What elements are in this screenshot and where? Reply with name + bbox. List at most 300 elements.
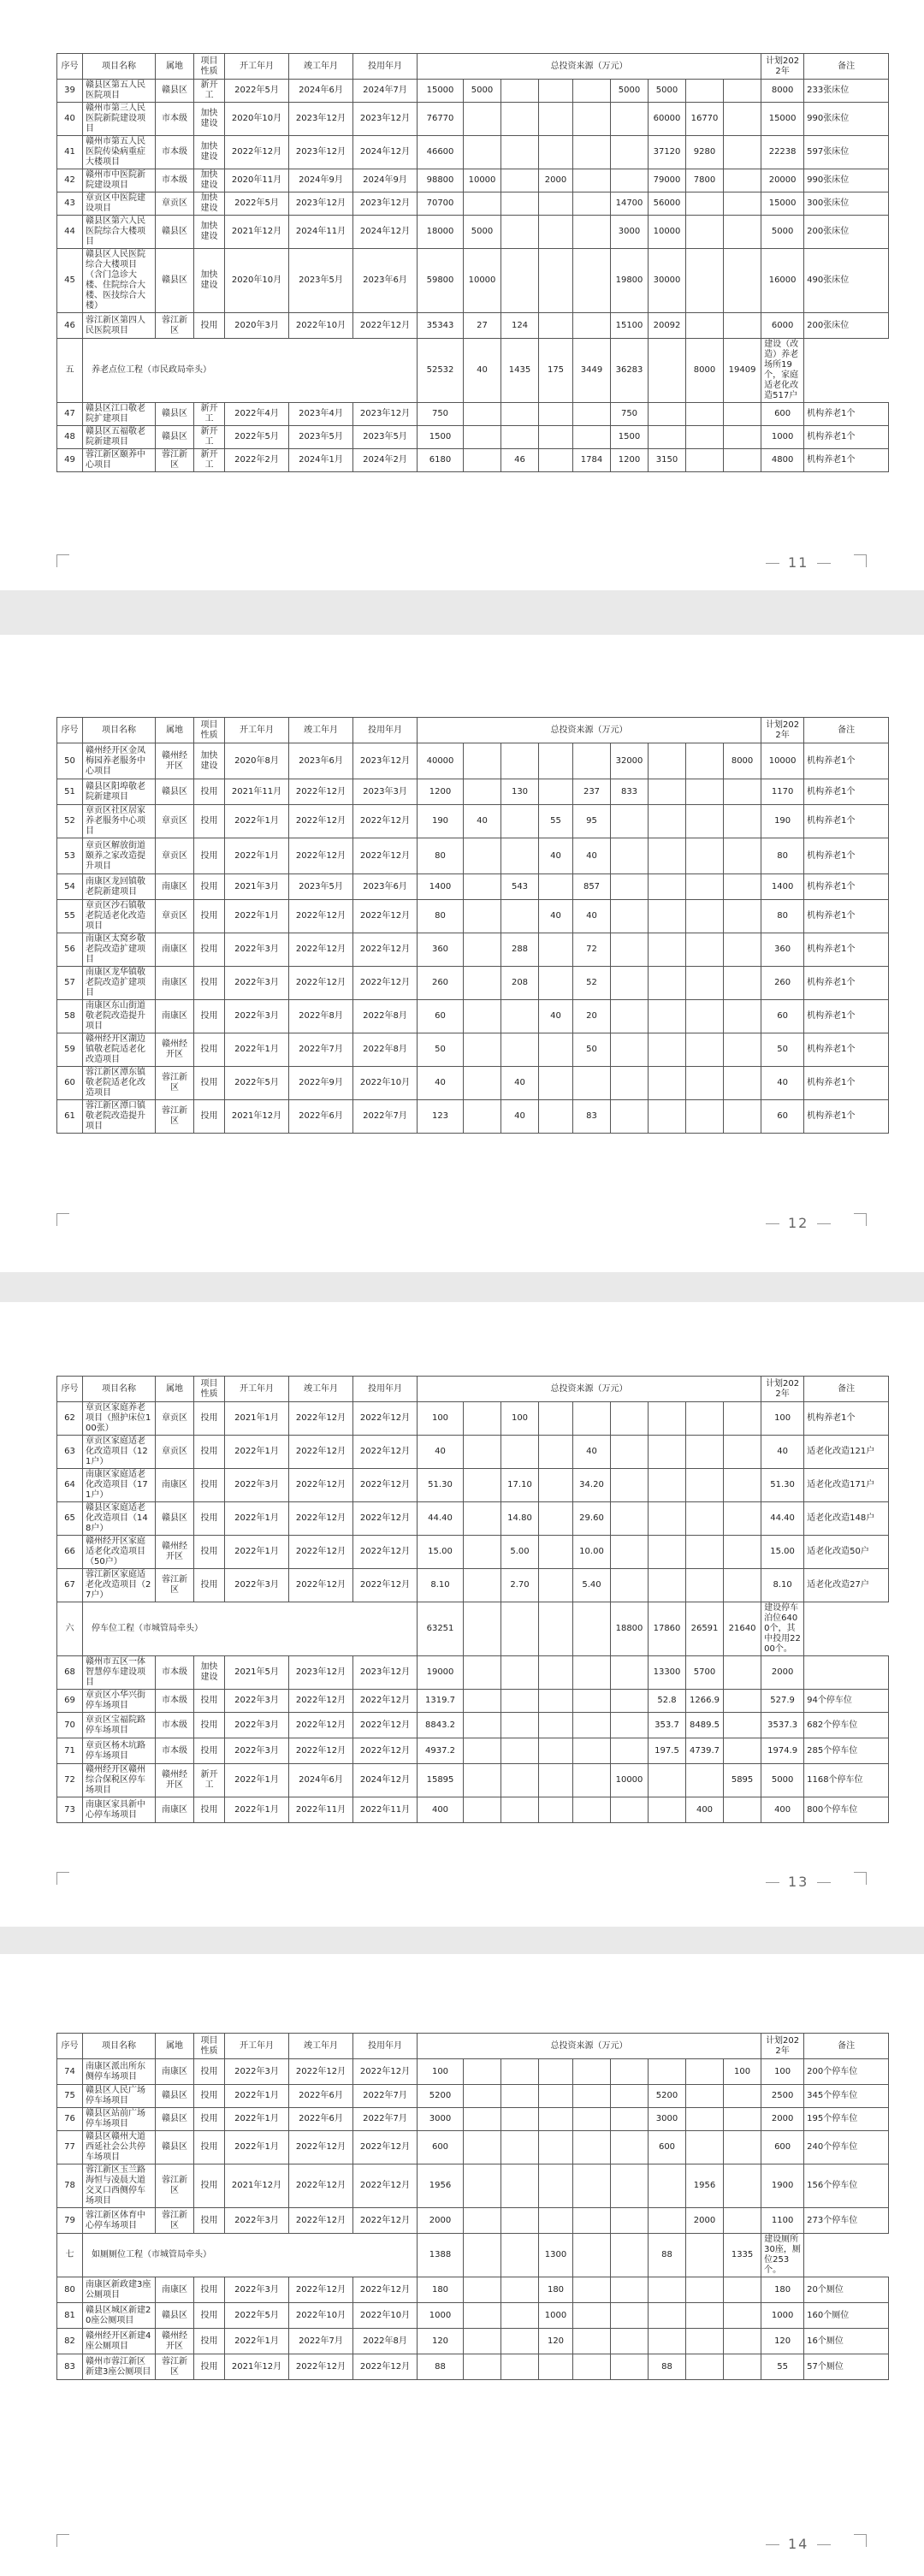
table-cell-seq: 58 [57,1000,83,1033]
table-cell: 2022年10月 [289,2303,353,2329]
table-cell [501,426,539,449]
table-cell: 2022年12月 [289,2131,353,2164]
table-cell [464,2303,501,2329]
table-cell [686,1402,724,1436]
table-cell [464,933,501,967]
table-cell: 投用 [194,805,225,838]
table-cell: 88 [649,2234,686,2277]
table-cell: 76770 [418,103,464,136]
table-cell: 2022年12月 [289,1569,353,1602]
table-cell-name: 蓉江新区潭口镇敬老院改造提升项目 [83,1100,156,1134]
header-finish: 竣工年月 [289,718,353,743]
table-cell [611,805,649,838]
section-row [57,2234,889,2277]
table-cell: 8.10 [418,1569,464,1602]
table-cell: 2022年12月 [353,805,418,838]
table-cell: 8000 [761,80,804,103]
table-row [57,2354,889,2380]
table-cell [649,838,686,874]
table-header-row [57,54,889,80]
table-cell: 蓉江新区 [156,313,194,339]
table-cell [501,216,539,249]
table-cell: 2021年5月 [225,1656,289,1690]
table-cell: 2020年11月 [225,169,289,192]
table-row [57,426,889,449]
table-cell-name: 赣州经开区赣州综合保税区停车场项目 [83,1764,156,1797]
table-cell: 124 [501,313,539,339]
table-cell: 19409 [724,339,761,403]
table-cell-note: 156个停车位 [804,2164,889,2208]
table-cell [573,136,611,169]
table-cell [464,779,501,805]
table-cell-name: 赣州市中医院新院建设项目 [83,169,156,192]
table-cell: 投用 [194,2108,225,2131]
header-finish: 竣工年月 [289,54,353,80]
table-cell: 2022年1月 [225,1033,289,1067]
table-cell: 2024年1月 [289,449,353,472]
table-cell [724,2131,761,2164]
table-cell: 投用 [194,2329,225,2354]
table-cell [501,2277,539,2303]
table-cell-seq: 48 [57,426,83,449]
table-cell: 蓉江新区 [156,449,194,472]
table-cell: 3449 [573,339,611,403]
table-cell: 2022年6月 [289,2085,353,2108]
header-operate: 投用年月 [353,718,418,743]
table-cell: 1100 [761,2208,804,2234]
table-cell [501,1656,539,1690]
table-cell [649,403,686,426]
table-cell: 79000 [649,169,686,192]
table-cell: 50 [418,1033,464,1067]
table-cell: 27 [464,313,501,339]
table-cell: 2022年12月 [289,779,353,805]
table-cell [724,1000,761,1033]
table-cell: 南康区 [156,1469,194,1502]
table-row [57,2108,889,2131]
table-cell [539,103,573,136]
table-cell-note: 机构养老1个 [804,805,889,838]
table-cell: 7800 [686,169,724,192]
table-cell: 180 [539,2277,573,2303]
header-place: 属地 [156,1377,194,1402]
table-cell [724,192,761,216]
table-cell-seq: 43 [57,192,83,216]
table-cell: 市本级 [156,1713,194,1738]
table-cell: 2022年12月 [353,1436,418,1469]
table-cell: 2022年8月 [353,1000,418,1033]
table-cell-name: 赣州经开区新建4座公厕项目 [83,2329,156,2354]
header-start: 开工年月 [225,1377,289,1402]
table-cell: 2022年7月 [289,1033,353,1067]
table-cell [464,2131,501,2164]
table-cell: 2021年11月 [225,779,289,805]
header-place: 属地 [156,2034,194,2059]
table-cell-seq: 52 [57,805,83,838]
table-cell: 260 [761,967,804,1000]
table-cell [573,313,611,339]
table-cell: 1784 [573,449,611,472]
table-cell: 5.00 [501,1536,539,1569]
table-row [57,2059,889,2085]
crop-mark [56,2534,69,2547]
table-cell [611,933,649,967]
table-cell [611,1402,649,1436]
header-nature: 项目性质 [194,718,225,743]
table-cell: 2022年7月 [353,1100,418,1134]
table-cell [649,874,686,900]
table-cell: 赣州经开区 [156,743,194,779]
table-cell: 10000 [611,1764,649,1797]
table-row [57,403,889,426]
table-cell [539,80,573,103]
table-row [57,779,889,805]
table-row [57,967,889,1000]
table-cell [501,2059,539,2085]
header-nature: 项目性质 [194,1377,225,1402]
table-cell: 蓉江新区 [156,2354,194,2380]
table-cell [649,2059,686,2085]
table-cell [724,103,761,136]
table-cell: 投用 [194,2277,225,2303]
table-cell: 10000 [649,216,686,249]
table-cell: 55 [761,2354,804,2380]
table-cell [724,1033,761,1067]
table-cell [539,1033,573,1067]
table-cell: 2022年1月 [225,1502,289,1536]
table-cell [539,1502,573,1536]
table-cell-seq: 68 [57,1656,83,1690]
table-cell-note: 机构养老1个 [804,449,889,472]
table-cell [724,1738,761,1764]
table-cell [573,1690,611,1713]
table-cell: 2023年12月 [289,103,353,136]
table-cell [611,1100,649,1134]
table-cell: 5700 [686,1656,724,1690]
table-cell [649,339,686,403]
table-cell [501,1738,539,1764]
table-cell [501,2164,539,2208]
header-name: 项目名称 [83,2034,156,2059]
table-cell: 40 [573,900,611,933]
table-cell [539,249,573,313]
table-cell [501,1713,539,1738]
table-cell [724,2354,761,2380]
table-cell: 8000 [724,743,761,779]
table-cell: 2022年3月 [225,1569,289,1602]
table-cell [686,1000,724,1033]
table-cell: 1000 [761,2303,804,2329]
table-cell-note: 195个停车位 [804,2108,889,2131]
table-cell: 40 [761,1067,804,1100]
table-cell-seq: 41 [57,136,83,169]
table-cell: 投用 [194,1436,225,1469]
header-seq: 序号 [57,54,83,80]
table-cell: 2022年12月 [289,805,353,838]
table-cell [573,216,611,249]
section-number: 五 [57,339,83,403]
table-cell-name: 南康区派出所东侧停车场项目 [83,2059,156,2085]
table-cell [649,933,686,967]
table-cell [611,2208,649,2234]
table-cell: 加快建设 [194,169,225,192]
table-row [57,933,889,967]
table-cell-name: 南康区家庭适老化改造项目（171户） [83,1469,156,1502]
table-cell: 26591 [686,1602,724,1656]
table-cell: 赣州经开区 [156,1536,194,1569]
table-cell [611,1797,649,1823]
table-cell [464,1690,501,1713]
table-cell [539,1469,573,1502]
table-cell: 80 [761,900,804,933]
table-cell-note: 机构养老1个 [804,838,889,874]
table-cell [611,838,649,874]
table-cell: 2022年12月 [353,2164,418,2208]
table-cell: 2022年12月 [289,1738,353,1764]
table-cell: 60 [761,1000,804,1033]
table-cell-seq: 65 [57,1502,83,1536]
table-cell: 2024年11月 [289,216,353,249]
table-cell [464,403,501,426]
table-cell: 543 [501,874,539,900]
table-cell: 投用 [194,967,225,1000]
table-cell: 46 [501,449,539,472]
table-cell: 1388 [418,2234,464,2277]
table-cell: 5200 [418,2085,464,2108]
table-cell: 40 [501,1067,539,1100]
table-cell [649,2208,686,2234]
table-cell: 赣县区 [156,216,194,249]
table-row [57,216,889,249]
document-page-12 [0,635,924,1272]
table-cell [464,1469,501,1502]
table-cell: 83 [573,1100,611,1134]
table-cell: 2021年12月 [225,216,289,249]
header-place: 属地 [156,54,194,80]
table-cell: 40 [464,339,501,403]
table-cell-note: 机构养老1个 [804,1402,889,1436]
table-cell: 2022年12月 [353,2208,418,2234]
table-cell: 2022年3月 [225,1469,289,1502]
table-cell: 5895 [724,1764,761,1797]
table-cell-note: 57个厕位 [804,2354,889,2380]
table-cell: 2023年5月 [289,874,353,900]
table-cell: 2022年12月 [353,933,418,967]
section-row [57,1602,889,1656]
table-cell [464,1100,501,1134]
table-cell: 赣县区 [156,2303,194,2329]
table-cell: 750 [418,403,464,426]
table-cell: 50 [761,1033,804,1067]
table-cell [464,2108,501,2131]
table-cell-seq: 59 [57,1033,83,1067]
table-cell [724,874,761,900]
table-cell [573,2277,611,2303]
table-cell: 40 [418,1067,464,1100]
table-cell: 857 [573,874,611,900]
table-cell: 2000 [761,2108,804,2131]
table-cell: 市本级 [156,169,194,192]
table-cell: 400 [418,1797,464,1823]
document-page-11 [0,0,924,590]
table-cell [539,1602,573,1656]
table-cell: 2022年9月 [289,1067,353,1100]
table-cell: 360 [418,933,464,967]
table-cell [573,1067,611,1100]
table-cell: 22238 [761,136,804,169]
table-cell [573,2303,611,2329]
table-cell-note [804,1656,889,1690]
table-cell [464,1569,501,1602]
table-cell [539,1690,573,1713]
table-cell: 2022年5月 [225,80,289,103]
table-cell [724,2303,761,2329]
table-cell [573,2164,611,2208]
table-cell: 2022年12月 [353,900,418,933]
section-title: 如厕厕位工程（市城管局牵头） [83,2234,418,2277]
table-cell: 2023年5月 [289,249,353,313]
table-cell [686,1067,724,1100]
table-cell: 投用 [194,1067,225,1100]
table-cell [464,136,501,169]
table-cell [724,313,761,339]
table-cell: 360 [761,933,804,967]
table-row [57,449,889,472]
table-cell [501,1436,539,1469]
table-cell [611,1436,649,1469]
table-cell-name: 南康区家具新中心停车场项目 [83,1797,156,1823]
table-cell: 18800 [611,1602,649,1656]
table-cell [686,2085,724,2108]
table-cell: 21640 [724,1602,761,1656]
table-row [57,1100,889,1134]
page-number-11: 11 [757,554,839,571]
table-cell [611,2354,649,2380]
table-cell: 5000 [464,80,501,103]
table-cell [611,169,649,192]
table-cell-seq: 71 [57,1738,83,1764]
table-cell: 2024年6月 [289,1764,353,1797]
table-cell-note: 机构养老1个 [804,967,889,1000]
table-cell: 2022年10月 [353,2303,418,2329]
table-cell: 加快建设 [194,192,225,216]
table-cell: 2022年12月 [353,1402,418,1436]
table-cell [464,1502,501,1536]
table-cell [464,1000,501,1033]
table-cell: 2.70 [501,1569,539,1602]
table-cell: 2020年10月 [225,103,289,136]
table-cell: 加快建设 [194,1656,225,1690]
table-cell [501,743,539,779]
table-cell [611,2329,649,2354]
table-cell [724,967,761,1000]
table-cell: 章贡区 [156,1402,194,1436]
table-cell: 15895 [418,1764,464,1797]
table-cell [464,874,501,900]
table-row [57,1502,889,1536]
table-cell [539,1402,573,1436]
table-cell [501,403,539,426]
table-cell: 2022年1月 [225,1436,289,1469]
table-cell [464,2164,501,2208]
table-cell: 1974.9 [761,1738,804,1764]
table-cell [686,2277,724,2303]
table-cell: 2022年12月 [225,136,289,169]
project-table-page-13 [56,1376,889,1823]
table-cell: 2022年3月 [225,933,289,967]
table-cell [464,2085,501,2108]
table-cell [724,1797,761,1823]
table-cell [501,2085,539,2108]
table-cell-name: 南康区龙华镇敬老院改造扩建项目 [83,967,156,1000]
table-cell-seq: 51 [57,779,83,805]
table-cell [573,1402,611,1436]
table-cell [464,2329,501,2354]
table-cell: 赣州经开区 [156,1764,194,1797]
table-cell: 投用 [194,1402,225,1436]
table-cell: 100 [501,1402,539,1436]
table-row [57,900,889,933]
table-cell: 51.30 [418,1469,464,1502]
table-cell [501,1797,539,1823]
table-cell [464,426,501,449]
table-cell: 2022年12月 [289,2354,353,2380]
table-cell: 2022年1月 [225,838,289,874]
table-cell: 353.7 [649,1713,686,1738]
table-cell: 2022年12月 [289,933,353,967]
table-cell: 投用 [194,2059,225,2085]
project-table-page-12 [56,717,889,1134]
table-cell [464,449,501,472]
table-cell [501,1764,539,1797]
table-cell: 2022年12月 [353,967,418,1000]
table-cell [649,2164,686,2208]
table-cell: 2023年5月 [353,426,418,449]
table-cell [649,2303,686,2329]
table-cell: 2022年7月 [289,2329,353,2354]
table-cell: 2021年12月 [225,2354,289,2380]
table-cell: 52 [573,967,611,1000]
table-cell: 2000 [418,2208,464,2234]
table-cell-name: 赣县区五福敬老院新建项目 [83,426,156,449]
table-cell: 51.30 [761,1469,804,1502]
table-cell: 投用 [194,900,225,933]
table-cell: 1900 [761,2164,804,2208]
table-cell: 赣县区 [156,249,194,313]
table-cell-note: 200张床位 [804,313,889,339]
table-row [57,1469,889,1502]
table-cell-note: 机构养老1个 [804,403,889,426]
table-cell: 2022年12月 [353,1569,418,1602]
table-cell: 2024年12月 [353,216,418,249]
table-cell-note: 1168个停车位 [804,1764,889,1797]
table-cell [573,1797,611,1823]
page-number-12: 12 [757,1215,839,1231]
header-investment: 总投资来源（万元） [418,1377,761,1402]
table-cell-note: 机构养老1个 [804,1067,889,1100]
table-cell: 80 [761,838,804,874]
table-cell [686,1569,724,1602]
table-cell [611,1713,649,1738]
table-cell: 蓉江新区 [156,1569,194,1602]
project-table-page-11 [56,53,889,472]
table-cell: 1956 [418,2164,464,2208]
table-cell: 2023年12月 [289,192,353,216]
table-cell [649,2329,686,2354]
table-cell: 2022年2月 [225,449,289,472]
table-cell: 2022年3月 [225,2277,289,2303]
table-cell-seq: 76 [57,2108,83,2131]
